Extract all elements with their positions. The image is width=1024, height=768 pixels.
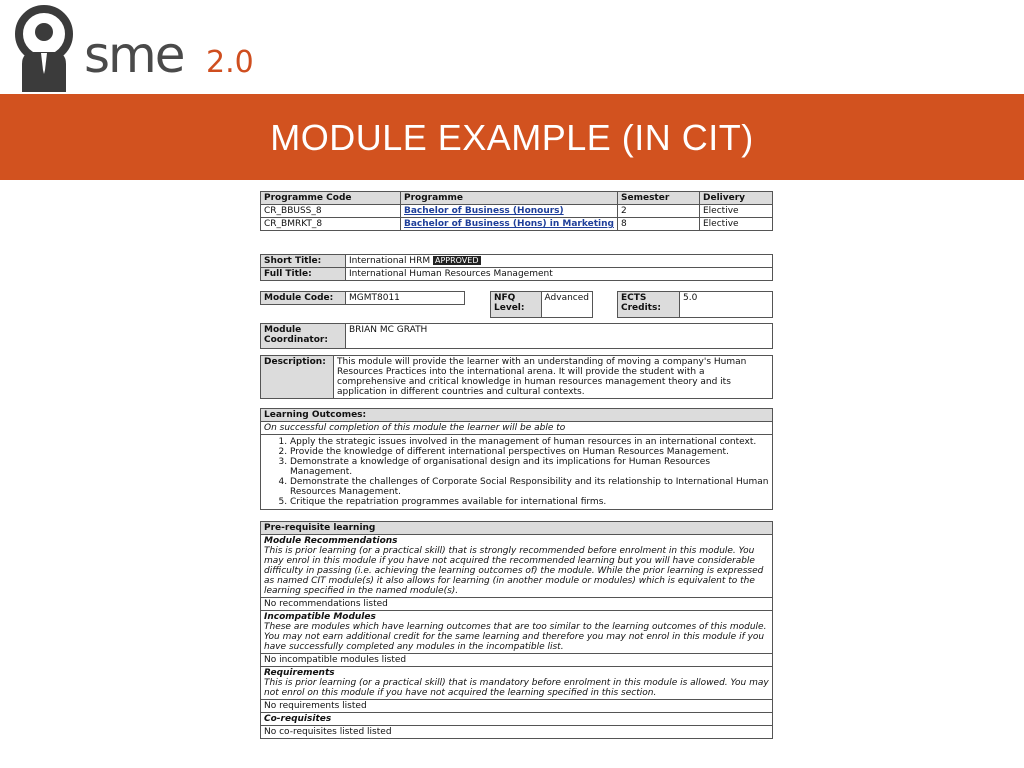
- delivery-cell: Elective: [700, 218, 773, 231]
- list-item: 2. Provide the knowledge of different international perspectives on Human Resources Management.: [290, 447, 769, 457]
- full-title-value: International Human Resources Management: [346, 268, 773, 281]
- delivery-cell: Elective: [700, 205, 773, 218]
- nfq-table: [490, 291, 593, 318]
- list-item: 5. Critique the repatriation programmes available for international firms.: [290, 497, 769, 507]
- programme-code-cell: CR_BMRKT_8: [261, 218, 401, 231]
- ects-label: ECTS Credits:: [618, 292, 680, 318]
- description-value: This module will provide the learner with an understanding of moving a company's Human Resources Practices into the international arena. It will provide the student with a comprehensive and critical knowledge in human resources management theory and its application in different countries and cultural contexts.: [334, 356, 773, 399]
- corequisites-value: No co-requisites listed listed: [261, 726, 773, 739]
- requirements-text: This is prior learning (or a practical skill) that is mandatory before enrolment in this module is allowed. You may not enrol on this module if you have not acquired the learning specified in this section.: [264, 678, 769, 698]
- prerequisite-table: [260, 521, 773, 739]
- programme-link[interactable]: Bachelor of Business (Hons) in Marketing: [404, 219, 614, 229]
- column-header: Programme: [401, 192, 618, 205]
- coordinator-table: [260, 323, 773, 349]
- semester-cell: 2: [618, 205, 700, 218]
- table-row: [261, 205, 773, 218]
- description-label: Description:: [261, 356, 334, 399]
- column-header: Semester: [618, 192, 700, 205]
- at-sign-person-icon: [14, 4, 74, 94]
- ects-table: [617, 291, 773, 318]
- corequisites-title: Co-requisites: [261, 713, 773, 726]
- requirements-value: No requirements listed: [261, 700, 773, 713]
- title-table: [260, 254, 773, 281]
- recommendations-title: Module Recommendations: [264, 536, 398, 546]
- requirements-title: Requirements: [264, 668, 335, 678]
- list-item: 4. Demonstrate the challenges of Corporate Social Responsibility and its relationship to International Human Resources Management.: [290, 477, 769, 497]
- full-title-label: Full Title:: [261, 268, 346, 281]
- list-item: 3. Demonstrate a knowledge of organisational design and its implications for Human Resources Management.: [290, 457, 769, 477]
- semester-cell: 8: [618, 218, 700, 231]
- nfq-value: Advanced: [541, 292, 592, 318]
- module-code-table: [260, 291, 465, 305]
- description-table: [260, 355, 773, 399]
- slide-title: MODULE EXAMPLE (IN CIT): [270, 117, 754, 158]
- status-badge: APPROVED: [434, 256, 479, 265]
- nfq-label: NFQ Level:: [491, 292, 542, 318]
- programme-link[interactable]: Bachelor of Business (Honours): [404, 206, 564, 216]
- ects-value: 5.0: [680, 292, 773, 318]
- column-header: Delivery: [700, 192, 773, 205]
- short-title-label: Short Title:: [261, 255, 346, 268]
- list-item: 1. Apply the strategic issues involved in the management of human resources in an international context.: [290, 437, 769, 447]
- prerequisite-label: Pre-requisite learning: [261, 522, 773, 535]
- module-code-label: Module Code:: [261, 292, 346, 305]
- logo-text: sme: [84, 26, 184, 84]
- programme-table: [260, 191, 773, 231]
- module-code-value: MGMT8011: [346, 292, 465, 305]
- coordinator-label: Module Coordinator:: [261, 324, 346, 349]
- recommendations-text: This is prior learning (or a practical skill) that is strongly recommended before enrolment in this module. You may enrol in this module if you have not acquired the recommended learning but you will have considerable difficulty in passing (i.e. achieving the learning outcomes of) the module. While the prior learning is expressed as named CIT module(s) it also allows for learning (in another module or modules) which is equivalent to the learning specified in the named module(s).: [264, 546, 764, 596]
- recommendations-value: No recommendations listed: [261, 598, 773, 611]
- title-banner: [0, 94, 1024, 180]
- coordinator-value: BRIAN MC GRATH: [346, 324, 773, 349]
- short-title-value: International HRM: [349, 256, 431, 266]
- incompatible-value: No incompatible modules listed: [261, 654, 773, 667]
- learning-outcomes-label: Learning Outcomes:: [261, 409, 773, 422]
- table-row: [261, 218, 773, 231]
- incompatible-text: These are modules which have learning outcomes that are too similar to the learning outcomes of this module. You may not earn additional credit for the same learning and therefore you may not enrol in this module if you have successfully completed any modules in the incompatible list.: [264, 622, 767, 652]
- sme-logo: [14, 4, 274, 94]
- learning-outcomes-intro: On successful completion of this module the learner will be able to: [261, 422, 773, 435]
- learning-outcomes-table: [260, 408, 773, 510]
- logo-version: 2.0: [206, 45, 254, 80]
- column-header: Programme Code: [261, 192, 401, 205]
- incompatible-title: Incompatible Modules: [264, 612, 376, 622]
- programme-code-cell: CR_BBUSS_8: [261, 205, 401, 218]
- learning-outcomes-list: [264, 437, 769, 507]
